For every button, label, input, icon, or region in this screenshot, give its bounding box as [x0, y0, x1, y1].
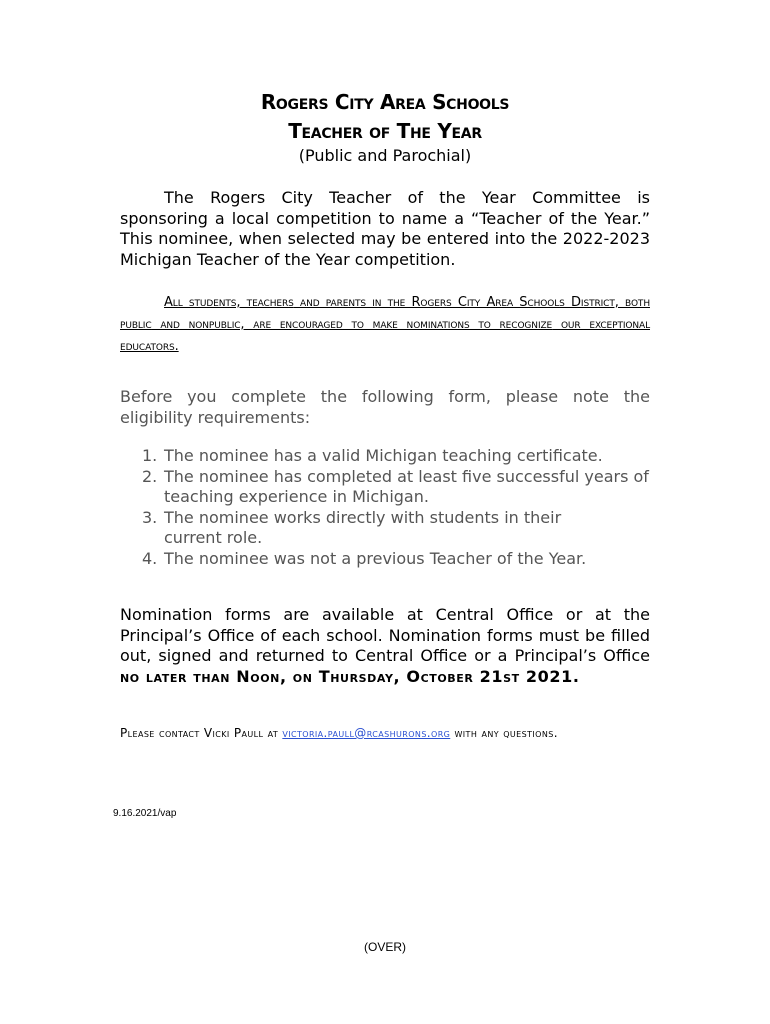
list-item-text: The nominee has completed at least five successful years of teaching experience in Michigan. — [164, 466, 649, 506]
list-item — [120, 467, 650, 508]
list-item-text: The nominee has a valid Michigan teaching certificate. — [164, 446, 603, 465]
nomination-text: Nomination forms are available at Central Office or at the Principal’s Office of each school. Nomination forms must be filled out, signed and returned to Central Office or a Principal’s Office — [120, 605, 650, 665]
list-item-text: The nominee was not a previous Teacher of the Year. — [164, 548, 587, 568]
contact-prefix: Please contact Vicki Paull at — [120, 726, 283, 740]
subtitle: (Public and Parochial) — [298, 146, 472, 165]
award-title-heading: Teacher of The Year — [288, 119, 482, 143]
eligibility-intro: Before you complete the following form, please note the eligibility requirements: — [120, 387, 650, 427]
list-number: 2. — [142, 466, 158, 486]
notice-part-4: our exceptional educators. — [120, 317, 650, 354]
over-label: (OVER) — [364, 940, 406, 954]
school-name-heading: Rogers City Area Schools — [260, 90, 510, 114]
contact-suffix: with any questions. — [450, 726, 558, 740]
nomination-deadline: no later than Noon, on Thursday, October 21st 2021. — [120, 666, 580, 686]
revision-stamp: 9.16.2021/vap — [113, 808, 177, 819]
nomination-paragraph — [120, 605, 650, 687]
notice-part-1: All students, teachers — [164, 295, 294, 310]
list-number: 4. — [142, 548, 158, 568]
eligibility-list — [120, 446, 650, 569]
intro-paragraph: The Rogers City Teacher of the Year Committee is sponsoring a local competition to name a “Teacher of the Year.” This nominee, when selected may be entered into the 2022-2023 Michigan Teacher of the Year competition. — [120, 188, 650, 269]
notice-part-2: and parents in the Rogers City Area Schools District, both public — [120, 295, 650, 332]
list-item — [120, 446, 650, 467]
list-number: 1. — [142, 446, 158, 465]
list-item-text: The nominee works directly with students in their current role. — [164, 507, 562, 547]
contact-email-link[interactable]: victoria.paull@rcashurons.org — [282, 726, 451, 740]
list-number: 3. — [142, 507, 158, 527]
list-item — [120, 549, 650, 570]
contact-paragraph — [120, 723, 650, 743]
encouragement-notice — [120, 292, 650, 358]
list-item — [120, 508, 650, 549]
notice-part-3: and nonpublic, are encouraged to make nominations to recognize — [151, 317, 553, 332]
